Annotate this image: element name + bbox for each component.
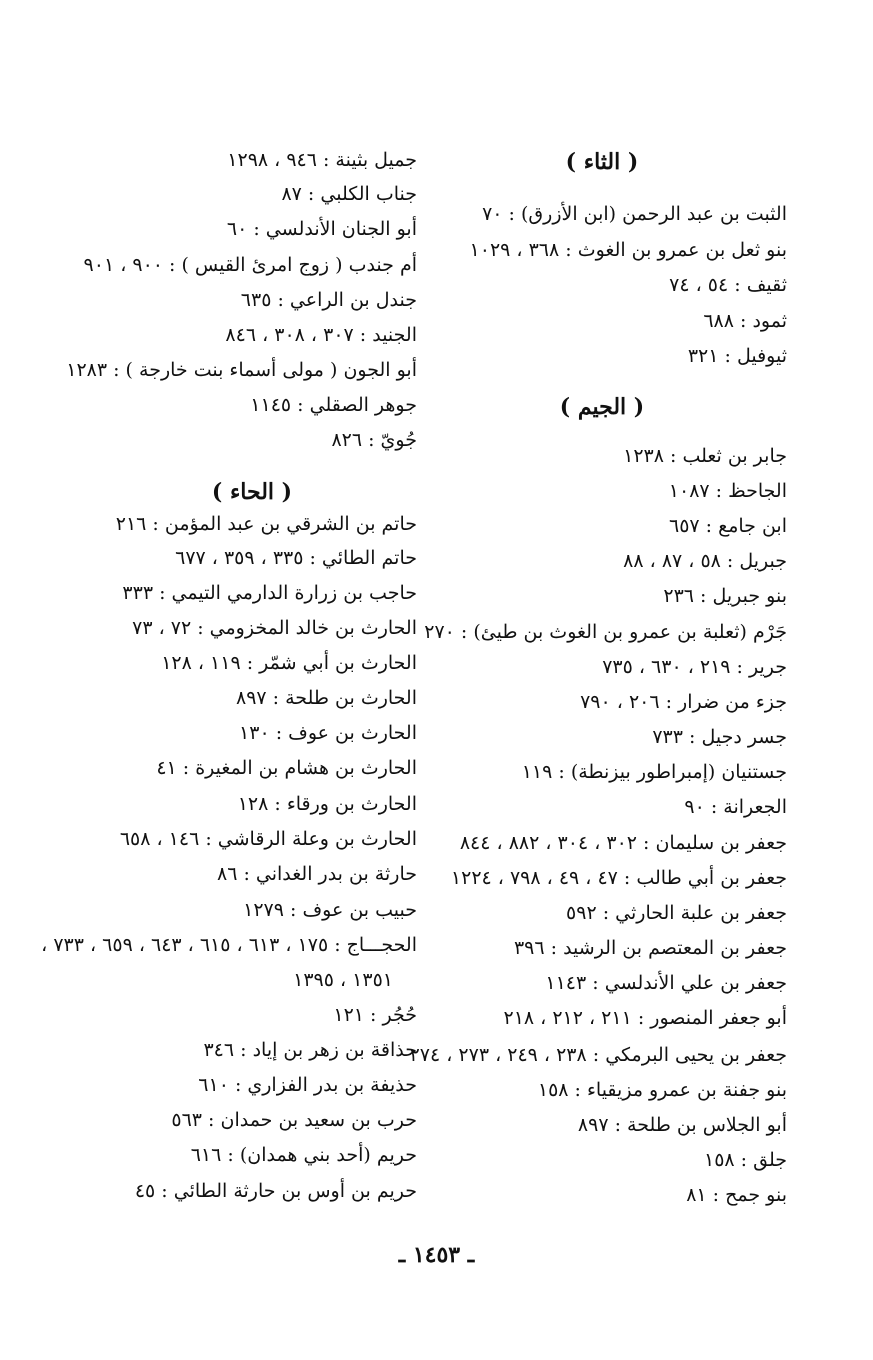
section-heading: ( الحاء ) <box>211 479 293 505</box>
index-entry: جُويّ : ٨٢٦ <box>331 429 417 451</box>
index-entry: أبو الجون ( مولى أسماء بنت خارجة ) : ١٢٨٣ <box>66 359 417 381</box>
index-entry: جزء من ضرار : ٢٠٦ ، ٧٩٠ <box>580 691 787 713</box>
index-entry: الحارث بن هشام بن المغيرة : ٤١ <box>156 757 417 779</box>
index-entry: بنو جفنة بن عمرو مزيقياء : ١٥٨ <box>537 1079 787 1101</box>
index-entry: الحارث بن ورقاء : ١٢٨ <box>237 793 417 815</box>
index-entry: جستنيان (إمبراطور بيزنطة) : ١١٩ <box>521 761 787 783</box>
index-entry: حبيب بن عوف : ١٢٧٩ <box>243 899 417 921</box>
index-entry: أبو الجنان الأندلسي : ٦٠ <box>226 218 417 240</box>
section-heading: ( الثاء ) <box>565 149 639 175</box>
index-entry: حذيفة بن بدر الفزاري : ٦١٠ <box>198 1074 417 1096</box>
index-entry: الحجـــاج : ١٧٥ ، ٦١٣ ، ٦١٥ ، ٦٤٣ ، ٦٥٩ ، ٧٣٣ ، <box>41 934 417 956</box>
index-entry: أم جندب ( زوج امرئ القيس ) : ٩٠٠ ، ٩٠١ <box>83 254 417 276</box>
index-entry: بنو جمح : ٨١ <box>686 1184 787 1206</box>
index-entry: الحارث بن عوف : ١٣٠ <box>239 722 417 744</box>
index-entry: جميل بثينة : ٩٤٦ ، ١٢٩٨ <box>227 149 417 171</box>
index-entry: حارثة بن بدر الغداني : ٨٦ <box>216 863 417 885</box>
index-entry: جرير : ٢١٩ ، ٦٣٠ ، ٧٣٥ <box>602 656 787 678</box>
index-entry: الحارث بن وعلة الرقاشي : ١٤٦ ، ٦٥٨ <box>119 828 417 850</box>
index-entry: الجنيد : ٣٠٧ ، ٣٠٨ ، ٨٤٦ <box>225 324 417 346</box>
index-entry: جعفر بن علي الأندلسي : ١١٤٣ <box>545 972 787 994</box>
index-entry: جلق : ١٥٨ <box>704 1149 787 1171</box>
index-entry: جوهر الصقلي : ١١٤٥ <box>250 394 417 416</box>
index-entry: جعفر بن سليمان : ٣٠٢ ، ٣٠٤ ، ٨٨٢ ، ٨٤٤ <box>459 832 787 854</box>
index-entry: الحارث بن خالد المخزومي : ٧٢ ، ٧٣ <box>132 617 417 639</box>
index-entry: الحارث بن أبي شمّر : ١١٩ ، ١٢٨ <box>161 652 417 674</box>
index-entry: جعفر بن علبة الحارثي : ٥٩٢ <box>566 902 787 924</box>
index-entry: الحارث بن طلحة : ٨٩٧ <box>236 687 417 709</box>
index-entry: حاتم بن الشرقي بن عبد المؤمن : ٢١٦ <box>115 513 417 535</box>
index-entry: بنو ثعل بن عمرو بن الغوث : ٣٦٨ ، ١٠٢٩ <box>469 239 787 261</box>
index-entry: ثمود : ٦٨٨ <box>703 310 787 332</box>
index-entry: حذاقة بن زهر بن إياد : ٣٤٦ <box>203 1039 417 1061</box>
index-entry: ابن جامع : ٦٥٧ <box>669 515 787 537</box>
index-entry: ثقيف : ٥٤ ، ٧٤ <box>669 274 787 296</box>
index-entry: جناب الكلبي : ٨٧ <box>281 183 417 205</box>
index-entry: جعفر بن يحيى البرمكي : ٢٣٨ ، ٢٤٩ ، ٢٧٣ ، ٢٧٤ <box>409 1044 787 1066</box>
index-entry: بنو جبريل : ٢٣٦ <box>663 585 787 607</box>
index-entry: ثيوفيل : ٣٢١ <box>687 345 787 367</box>
index-entry: أبو جعفر المنصور : ٢١١ ، ٢١٢ ، ٢١٨ <box>503 1007 787 1029</box>
index-entry: الجعرانة : ٩٠ <box>684 796 787 818</box>
index-entry: الجاحظ : ١٠٨٧ <box>668 480 787 502</box>
index-entry: أبو الجلاس بن طلحة : ٨٩٧ <box>577 1114 787 1136</box>
index-entry: جبريل : ٥٨ ، ٨٧ ، ٨٨ <box>623 550 787 572</box>
index-entry-continuation: ١٣٥١ ، ١٣٩٥ <box>293 969 393 991</box>
index-entry: حُجُر : ١٢١ <box>333 1004 417 1026</box>
index-entry: جعفر بن المعتصم بن الرشيد : ٣٩٦ <box>513 937 787 959</box>
index-entry: حريم بن أوس بن حارثة الطائي : ٤٥ <box>134 1180 417 1202</box>
page-number: ـ ١٤٥٣ ـ <box>398 1242 475 1268</box>
index-entry: حرب بن سعيد بن حمدان : ٥٦٣ <box>171 1109 417 1131</box>
index-entry: جندل بن الراعي : ٦٣٥ <box>240 289 417 311</box>
index-entry: حاتم الطائي : ٣٣٥ ، ٣٥٩ ، ٦٧٧ <box>175 547 417 569</box>
index-entry: جابر بن ثعلب : ١٢٣٨ <box>623 445 787 467</box>
section-heading: ( الجيم ) <box>559 394 645 420</box>
index-entry: جعفر بن أبي طالب : ٤٧ ، ٤٩ ، ٧٩٨ ، ١٢٢٤ <box>450 867 787 889</box>
index-entry: حاجب بن زرارة الدارمي التيمي : ٣٣٣ <box>122 582 417 604</box>
index-entry: جسر دجيل : ٧٣٣ <box>652 726 787 748</box>
index-entry: الثبت بن عبد الرحمن (ابن الأزرق) : ٧٠ <box>482 203 787 225</box>
index-entry: جَرْم (ثعلبة بن عمرو بن الغوث بن طيئ) : ٢٧٠ <box>424 621 787 643</box>
index-entry: حريم (أحد بني همدان) : ٦١٦ <box>190 1144 417 1166</box>
